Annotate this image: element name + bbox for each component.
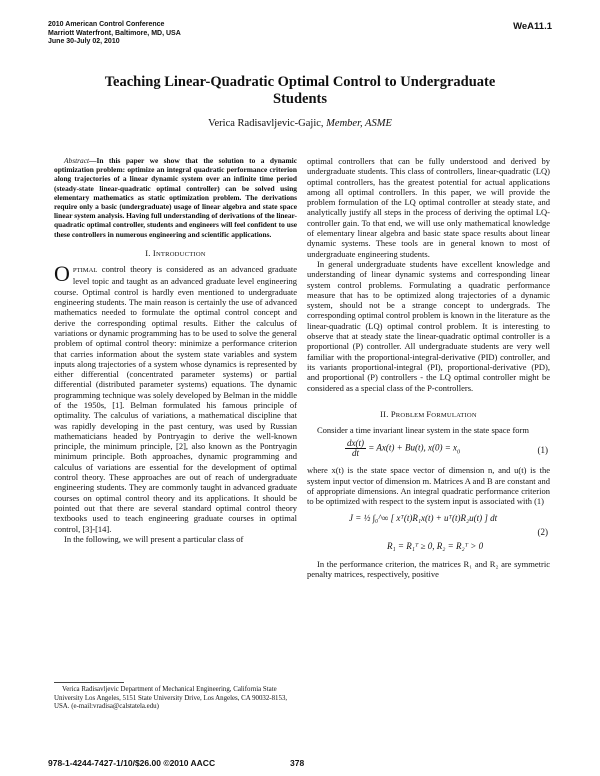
author-line [60,118,540,129]
title-line-1: Teaching Linear-Quadratic Optimal Control to Undergraduate [104,74,496,90]
drop-cap: O [54,261,70,287]
section-heading-problem-formulation: II. PROBLEM FORMULATION [380,408,477,419]
intro-paragraph-1 [54,261,297,534]
derivative-fraction: $\frac{dx(t)}{dt}$ [347,438,364,459]
abstract [54,156,297,239]
problem-paragraph-3: In the performance criterion, the matrices R₁ and R₂ are symmetric penalty matrices, respectively, positive [307,558,550,579]
conference-name: 2010 American Control Conference [48,21,165,28]
equation-1-number: (1) [537,445,548,456]
equation-2 [307,511,550,555]
author-footnote: Verica Radisavljevic Department of Mechanical Engineering, California State University Los Angeles, 5151 State University Drive, Los Angeles, CA 90032-8153, USA. (e-mail:vradisa@calstatela.edu) [54,686,288,711]
footnote-rule [54,682,124,683]
equation-1-body: $\frac{dx(t)}{dt}$ = Ax(t) + Bu(t), $x(0) = x_0$ [347,438,461,459]
right-paragraph-2: In general undergraduate students have excellent knowledge and understanding of linear dynamic systems and corresponding linear system control problems. Formulating a quadratic performance measure that has to be optimized along trajectories of a dynamic system, should not be a strange concept to undergrads. The corresponding optimal control problem is known in the literature as the linear-quadratic (LQ) optimal control problem. It is interesting to observe that at steady state the linear-quadratic optimal controller is a proportional (P) controller. All undergraduate students are very well familiar with the proportional-integral-derivative (PID) controller, and its variants proportional-integral (PI), proportional-derivative (PD), and proportional (P) controllers - the LQ optimal controller might be considered as a special class of the P-controllers. [307,258,550,393]
footer-isbn: 978-1-4244-7427-1/10/$26.00 ©2010 AACC [48,758,216,768]
right-column [307,156,550,579]
section-heading-introduction: I. INTRODUCTION [145,247,206,258]
abstract-text: —In this paper we show that the solution to a dynamic optimization problem: optimize an integral quadratic performance criterion along trajectories of a linear dynamic system over an infinite time period (steady-state linear-quadratic optimal controller) can be solved using elementary mathematics as static optimization problem. The derivations require only a basic (undergraduate) usage of linear algebra and state space linear system analysis. Having full understanding of derivations of the linear-quadratic optimal controller, students and engineers will feel confident to use these controllers in numerous engineering and scientific applications. [54,156,297,239]
conference-dates: June 30-July 02, 2010 [48,38,120,45]
intro-first-word: PTIMAL [72,267,98,275]
session-code: WeA11.1 [513,21,552,32]
left-column [54,156,297,544]
right-paragraph-1: optimal controllers that can be fully understood and derived by undergraduate students. This class of controllers, linear-quadratic (LQ) optimal controllers, has the greatest potential for actual applications among all optimal controllers. In this paper, we will provide the problem formulation of the LQ optimal controller at steady state, and analytically justify all steps in the process of deriving the optimal LQ-controller gain. To that end, we will use only mathematical knowledge of elementary linear algebra and basic state space results about linear dynamic systems. These tools are in general known to most of undergraduate engineering students. [307,156,550,259]
problem-paragraph-2: where x(t) is the state space vector of dimension n, and u(t) is the system input vector of dimension m. Matrices A and B are constant and of appropriate dimensions. An integral quadratic performance criterion to be optimized with respect to the system input is associated with (1) [307,465,550,507]
intro-text-1: control theory is considered as an advanced graduate level topic and taught as an advanced graduate level engineering course. Optimal control is hardly even mentioned to undergraduate engineering students. The main reason is certainly the use of advanced mathematics needed to formulate the optimal control concept and derive the corresponding optimal results. Either the calculus of variations or dynamic programming has to be used to solve the general problem of optimal control theory: minimize a performance criterion that carries information about the system state variables and system inputs along trajectories of a system whose dynamics is represented by either differential (concentrated parameter systems) or partial differential (distributed parameter systems) equations. The dynamic programming technique was solely developed by Belman in the middle of the 1950s, [1]. Belman formulated his famous principle of optimality. The calculus of variations, a mathematical discipline that was rapidly developing in the past century, was used by Russian mathematicians headed by Pontryagin to derive the well-known principle, the minimum principle, [2], also known as the Pontryagin minimum principle. Both approaches, dynamic programming and calculus of variations are essential for the development of optimal control theory. These approaches are out of reach of undergraduate engineering students. They are commonly taught in advanced graduate courses on optimal control theory and its applications. It should be pointed out that there are several standard optimal control theory textbooks used to teach engineering graduate courses in optimal control, [3]-[14]. [54,264,297,534]
title-line-2: Students [273,91,327,107]
intro-paragraph-2: In the following, we will present a particular class of [64,533,244,544]
equation-1 [307,437,550,463]
author-name: Verica Radisavljevic-Gajic, [208,118,324,129]
paper-title [60,74,540,108]
page-number: 378 [290,758,305,768]
equation-2-line-2: R₁ = R₁ᵀ ≥ 0, R₂ = R₂ᵀ > 0 [387,540,484,551]
equation-2-number: (2) [537,526,548,537]
conference-header [48,21,181,47]
author-role: Member, ASME [326,118,392,129]
conference-location: Marriott Waterfront, Baltimore, MD, USA [48,29,181,37]
equation-2-line-1: J = ½ ∫₀^∞ [ xᵀ(t)R₁x(t) + uᵀ(t)R₂u(t) ] dt [349,512,498,523]
problem-paragraph-1: Consider a time invariant linear system in the state space form [317,425,529,436]
abstract-label: Abstract [64,156,90,165]
